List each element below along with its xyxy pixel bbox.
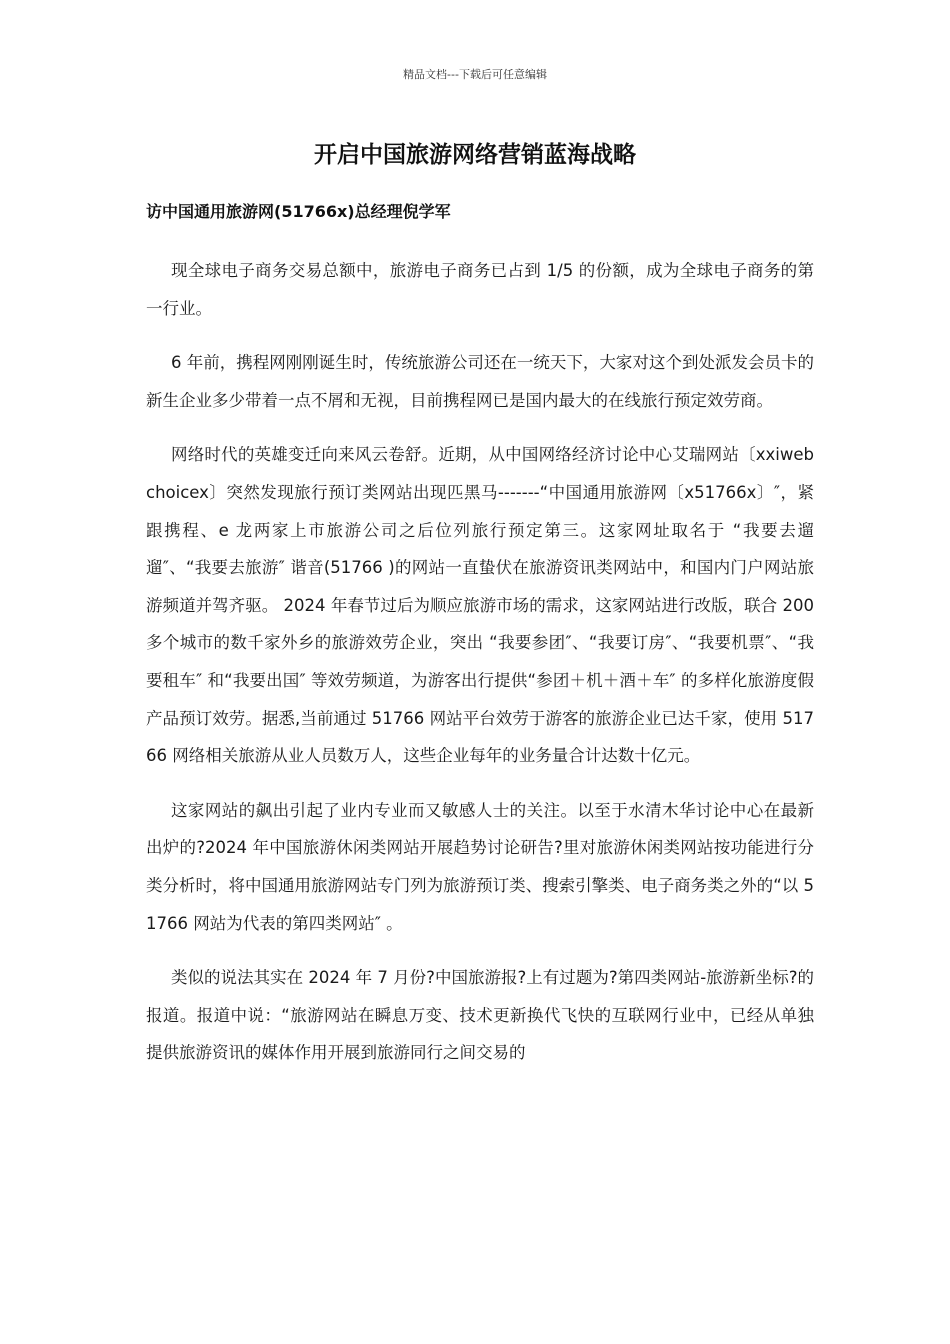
paragraph-3: 网络时代的英雄变迁向来风云卷舒。近期，从中国网络经济讨论中心艾瑞网站〔xxiwebchoicex〕突然发现旅行预订类网站出现匹黑马-------“中国通用旅游网〔x51766x〕″，紧跟携程、e 龙两家上市旅游公司之后位列旅行预定第三。这家网址取名于 “我要去遛遛″、“我要去旅游″ 谐音(51766 )的网站一直蛰伏在旅游资讯类网站中，和国内门户网站旅游频道并驾齐驱。 2024 年春节过后为顺应旅游市场的需求，这家网站进行改版，联合 200 多个城市的数千家外乡的旅游效劳企业，突出 “我要参团″、“我要订房″、“我要机票″、“我要租车″ 和“我要出国″ 等效劳频道，为游客出行提供“参团＋机＋酒＋车″ 的多样化旅游度假产品预订效劳。据悉,当前通过 51766 网站平台效劳于游客的旅游企业已达千家，使用 51766 网络相关旅游从业人员数万人，这些企业每年的业务量合计达数十亿元。 [146,445,814,766]
page-header-note: 精品文档---下载后可任意编辑 [403,68,547,81]
paragraph-1: 现全球电子商务交易总额中，旅游电子商务已占到 1/5 的份额，成为全球电子商务的第一行业。 [146,261,814,318]
paragraph-4: 这家网站的飙出引起了业内专业而又敏感人士的关注。以至于水清木华讨论中心在最新出炉的?2024 年中国旅游休闲类网站开展趋势讨论研告?里对旅游休闲类网站按功能进行分类分析时，将中国通用旅游网站专门列为旅游预订类、搜索引擎类、电子商务类之外的“以 51766 网站为代表的第四类网站″ 。 [146,800,814,933]
article-title: 开启中国旅游网络营销蓝海战略 [314,141,636,168]
paragraph-5: 类似的说法其实在 2024 年 7 月份?中国旅游报?上有过题为?第四类网站-旅游新坐标?的报道。报道中说：“旅游网站在瞬息万变、技术更新换代飞快的互联网行业中，已经从单独提供旅游资讯的媒体作用开展到旅游同行之间交易的 [146,968,814,1063]
article-body [146,252,814,1089]
article-subtitle: 访中国通用旅游网(51766x)总经理倪学军 [146,202,451,221]
paragraph-2: 6 年前，携程网刚刚诞生时，传统旅游公司还在一统天下，大家对这个到处派发会员卡的新生企业多少带着一点不屑和无视，目前携程网已是国内最大的在线旅行预定效劳商。 [146,353,814,410]
